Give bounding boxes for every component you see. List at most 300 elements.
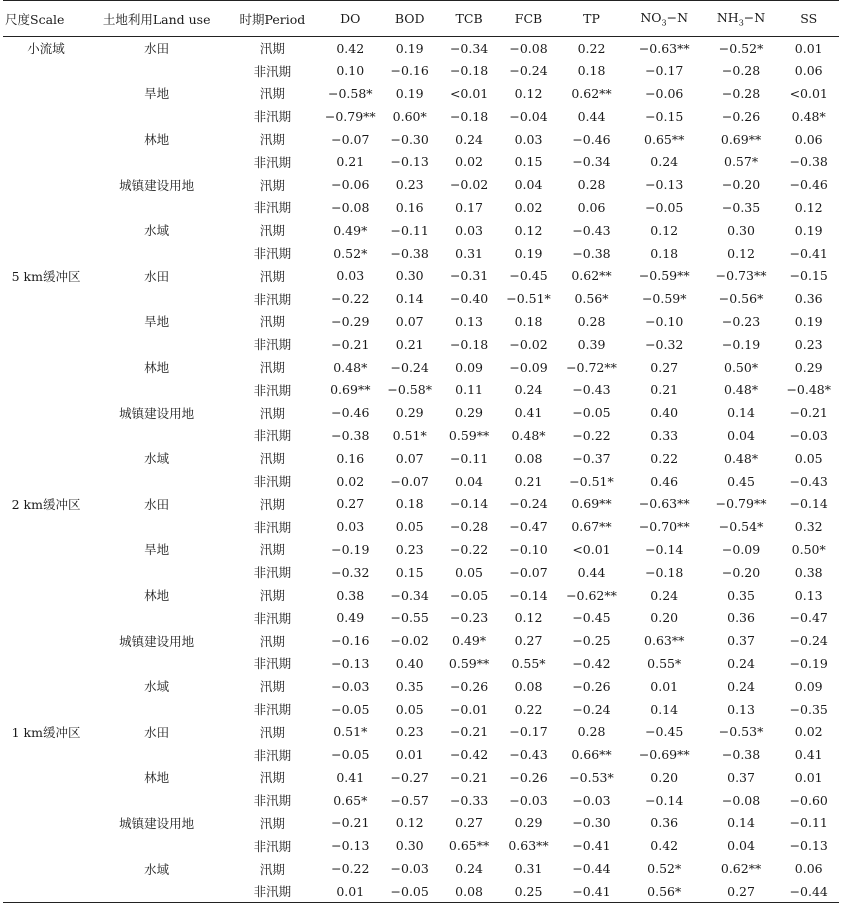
cell-no3-n: 0.52* [647, 861, 682, 877]
cell-scale [3, 538, 89, 561]
cell-scale [3, 333, 89, 356]
table-row [3, 561, 839, 584]
cell-no3-n: 0.18 [650, 245, 679, 261]
cell-tp: 0.67** [571, 519, 612, 535]
cell-period: 非汛期 [253, 291, 292, 307]
cell-no3-n: −0.13 [645, 177, 684, 193]
cell-bod: −0.27 [390, 769, 429, 785]
header-bod: BOD [380, 1, 439, 37]
cell-landuse: 水域 [144, 861, 170, 877]
cell-nh3-n: −0.73** [715, 268, 767, 284]
table-row [3, 675, 839, 698]
cell-do: −0.38 [331, 427, 370, 443]
cell-landuse [89, 880, 224, 903]
table-row [3, 242, 839, 265]
cell-period: 汛期 [259, 770, 285, 786]
cell-tp: −0.44 [572, 861, 611, 877]
cell-bod: 0.05 [395, 519, 424, 535]
cell-fcb: −0.45 [509, 268, 548, 284]
cell-tp: −0.45 [572, 610, 611, 626]
cell-ss: −0.38 [789, 154, 828, 170]
cell-nh3-n: 0.14 [727, 815, 755, 831]
cell-landuse [89, 242, 224, 265]
cell-period: 汛期 [259, 633, 285, 649]
cell-period: 非汛期 [253, 109, 292, 125]
cell-no3-n: −0.14 [645, 792, 684, 808]
cell-landuse: 林地 [144, 770, 170, 786]
cell-tcb: 0.27 [455, 815, 484, 831]
cell-no3-n: −0.63** [638, 40, 690, 56]
cell-fcb: −0.43 [509, 747, 548, 763]
table-row [3, 789, 839, 812]
cell-no3-n: −0.14 [645, 541, 684, 557]
cell-do: 0.65* [333, 792, 368, 808]
table-row [3, 812, 839, 835]
cell-nh3-n: −0.28 [721, 85, 761, 101]
table-row [3, 173, 839, 196]
cell-scale [3, 447, 89, 470]
cell-nh3-n: 0.04 [727, 427, 755, 443]
cell-bod: 0.51* [392, 427, 427, 443]
cell-nh3-n: 0.27 [704, 880, 779, 903]
cell-do: 0.27 [336, 496, 365, 512]
cell-tcb: −0.26 [449, 678, 489, 694]
cell-tp: −0.38 [572, 245, 611, 261]
cell-no3-n: 0.24 [650, 154, 679, 170]
cell-no3-n: −0.32 [645, 336, 684, 352]
cell-scale [3, 196, 89, 219]
cell-fcb: 0.08 [514, 450, 543, 466]
cell-fcb: 0.41 [514, 405, 543, 421]
header-ss: SS [778, 1, 839, 37]
table-row [3, 128, 839, 151]
cell-scale [3, 287, 89, 310]
cell-landuse: 水田 [144, 268, 170, 284]
cell-do: −0.08 [331, 199, 370, 215]
cell-fcb: 0.31 [514, 861, 543, 877]
cell-bod: −0.05 [380, 880, 439, 903]
cell-do: −0.21 [331, 815, 370, 831]
cell-period: 非汛期 [253, 428, 292, 444]
cell-ss: −0.24 [789, 633, 828, 649]
cell-bod: −0.24 [390, 359, 429, 375]
cell-scale [3, 515, 89, 538]
cell-no3-n: −0.15 [645, 108, 684, 124]
cell-tcb: 0.49* [452, 633, 487, 649]
cell-fcb: −0.14 [509, 587, 548, 603]
cell-nh3-n: −0.26 [721, 108, 761, 124]
cell-period: 非汛期 [253, 747, 292, 763]
cell-no3-n: 0.56* [625, 880, 704, 903]
cell-ss: −0.47 [789, 610, 828, 626]
table-row [3, 515, 839, 538]
cell-landuse [89, 59, 224, 82]
cell-scale [3, 356, 89, 379]
cell-scale [3, 834, 89, 857]
cell-period: 汛期 [259, 132, 285, 148]
cell-period: 非汛期 [253, 565, 292, 581]
cell-tp: −0.03 [572, 792, 611, 808]
cell-tcb: 0.08 [439, 880, 498, 903]
cell-landuse [89, 652, 224, 675]
cell-landuse [89, 698, 224, 721]
cell-tcb: −0.01 [449, 701, 489, 717]
cell-no3-n: 0.21 [650, 382, 679, 398]
cell-nh3-n: −0.20 [721, 564, 761, 580]
cell-no3-n: 0.55* [647, 655, 682, 671]
cell-bod: −0.03 [390, 861, 429, 877]
cell-scale [3, 378, 89, 401]
cell-tcb: 0.02 [455, 154, 484, 170]
table-row [3, 37, 839, 60]
cell-do: 0.49* [333, 222, 368, 238]
cell-tp: 0.62** [571, 268, 612, 284]
cell-do: −0.22 [331, 861, 370, 877]
cell-fcb: 0.27 [514, 633, 543, 649]
cell-landuse: 水田 [144, 41, 170, 57]
cell-fcb: 0.15 [514, 154, 543, 170]
cell-period: 非汛期 [224, 880, 320, 903]
cell-nh3-n: 0.48* [724, 382, 759, 398]
cell-tcb: 0.29 [455, 405, 484, 421]
cell-landuse [89, 834, 224, 857]
cell-ss: −0.43 [789, 473, 828, 489]
cell-nh3-n: −0.52* [718, 40, 764, 56]
cell-do: 0.38 [336, 587, 365, 603]
cell-fcb: −0.51* [506, 291, 551, 307]
correlation-table [3, 0, 839, 903]
cell-ss: −0.35 [789, 701, 828, 717]
cell-tp: 0.06 [577, 199, 606, 215]
cell-do: −0.03 [331, 678, 370, 694]
cell-bod: 0.30 [395, 838, 424, 854]
cell-tp: −0.37 [572, 450, 611, 466]
cell-scale [3, 675, 89, 698]
cell-nh3-n: −0.23 [721, 313, 761, 329]
cell-period: 非汛期 [253, 702, 292, 717]
cell-tp: 0.18 [577, 63, 606, 79]
cell-ss: 0.19 [794, 222, 823, 238]
cell-nh3-n: 0.50* [724, 359, 759, 375]
cell-bod: 0.18 [395, 496, 424, 512]
cell-ss: 0.38 [794, 564, 823, 580]
cell-bod: −0.13 [390, 154, 429, 170]
cell-no3-n: −0.10 [645, 313, 684, 329]
table-row [3, 698, 839, 721]
cell-ss: 0.13 [794, 587, 823, 603]
cell-tcb: 0.09 [455, 359, 484, 375]
cell-nh3-n: 0.45 [727, 473, 755, 489]
cell-bod: 0.15 [395, 564, 424, 580]
cell-bod: −0.55 [390, 610, 429, 626]
cell-ss: −0.21 [789, 405, 828, 421]
cell-ss: 0.06 [794, 131, 823, 147]
cell-ss: 0.01 [794, 769, 823, 785]
cell-ss: 0.50* [791, 541, 826, 557]
table-row [3, 584, 839, 607]
cell-period: 汛期 [259, 405, 285, 421]
cell-no3-n: 0.65** [644, 131, 685, 147]
cell-nh3-n: −0.20 [721, 177, 761, 193]
cell-no3-n: −0.06 [645, 85, 684, 101]
cell-tp: 0.69** [571, 496, 612, 512]
table-row [3, 880, 839, 903]
cell-ss: −0.41 [789, 245, 828, 261]
cell-scale [3, 310, 89, 333]
cell-fcb: −0.10 [509, 541, 548, 557]
cell-nh3-n: 0.12 [727, 245, 755, 261]
cell-fcb: 0.02 [514, 199, 543, 215]
cell-ss: 0.06 [794, 63, 823, 79]
cell-ss: 0.09 [794, 678, 823, 694]
cell-tcb: −0.33 [449, 792, 489, 808]
cell-tcb: −0.31 [449, 268, 489, 284]
cell-fcb: −0.24 [509, 63, 548, 79]
cell-nh3-n: 0.69** [720, 131, 762, 147]
cell-scale [3, 82, 89, 105]
cell-period: 汛期 [259, 815, 285, 831]
cell-fcb: 0.24 [514, 382, 543, 398]
cell-no3-n: 0.63** [644, 633, 685, 649]
cell-landuse: 水田 [144, 496, 170, 512]
cell-period: 汛期 [259, 41, 285, 57]
cell-bod: −0.11 [390, 222, 429, 238]
cell-nh3-n: −0.35 [721, 199, 761, 215]
header-fcb: FCB [499, 1, 558, 37]
cell-nh3-n: −0.53* [718, 724, 764, 740]
table-row [3, 82, 839, 105]
cell-bod: −0.57 [390, 792, 429, 808]
cell-landuse [89, 378, 224, 401]
cell-tcb: −0.34 [449, 40, 489, 56]
cell-nh3-n: 0.37 [727, 633, 755, 649]
cell-do: −0.46 [331, 405, 370, 421]
cell-no3-n: −0.70** [638, 519, 690, 535]
cell-landuse [89, 424, 224, 447]
cell-bod: 0.12 [395, 815, 424, 831]
table-row [3, 743, 839, 766]
cell-tp: −0.43 [572, 222, 611, 238]
cell-fcb: 0.12 [514, 222, 543, 238]
cell-nh3-n: 0.57* [724, 154, 759, 170]
header-tp: TP [558, 1, 625, 37]
cell-tcb: −0.42 [449, 747, 489, 763]
cell-tcb: 0.24 [455, 131, 484, 147]
cell-no3-n: 0.14 [650, 701, 679, 717]
cell-bod: 0.19 [395, 40, 424, 56]
cell-ss: 0.48* [791, 108, 826, 124]
cell-tcb: 0.05 [455, 564, 484, 580]
cell-bod: −0.07 [390, 473, 429, 489]
cell-landuse: 水田 [144, 724, 170, 740]
cell-no3-n: −0.18 [645, 564, 684, 580]
cell-do: −0.06 [331, 177, 370, 193]
cell-landuse: 城镇建设用地 [119, 405, 195, 421]
cell-ss: 0.23 [794, 336, 823, 352]
cell-scale [3, 698, 89, 721]
cell-do: −0.16 [331, 633, 370, 649]
cell-landuse [89, 287, 224, 310]
cell-tcb: −0.22 [449, 541, 489, 557]
cell-ss: −0.03 [789, 427, 828, 443]
cell-tp: 0.39 [577, 336, 606, 352]
cell-bod: 0.07 [395, 450, 424, 466]
cell-period: 非汛期 [253, 793, 292, 809]
cell-tp: 0.28 [577, 177, 606, 193]
cell-do: 0.21 [336, 154, 365, 170]
cell-do: 0.16 [336, 450, 365, 466]
table-row [3, 287, 839, 310]
cell-landuse [89, 606, 224, 629]
cell-no3-n: 0.40 [650, 405, 679, 421]
cell-landuse: 城镇建设用地 [119, 633, 195, 649]
cell-bod: 0.40 [395, 655, 424, 671]
cell-tp: 0.22 [577, 40, 606, 56]
cell-fcb: 0.21 [514, 473, 543, 489]
cell-tp: −0.46 [572, 131, 611, 147]
cell-tcb: −0.21 [449, 769, 489, 785]
cell-scale [3, 470, 89, 493]
cell-tcb: −0.21 [449, 724, 489, 740]
cell-period: 汛期 [259, 542, 285, 558]
table-row [3, 652, 839, 675]
cell-nh3-n: 0.62** [720, 861, 762, 877]
cell-tcb: 0.13 [455, 313, 484, 329]
cell-bod: 0.14 [395, 291, 424, 307]
cell-ss: 0.01 [794, 40, 823, 56]
cell-bod: 0.60* [392, 108, 427, 124]
cell-period: 非汛期 [253, 382, 292, 398]
cell-no3-n: 0.36 [650, 815, 679, 831]
cell-tp: 0.44 [577, 108, 606, 124]
cell-fcb: −0.09 [509, 359, 548, 375]
header-tcb: TCB [439, 1, 498, 37]
cell-fcb: 0.63** [508, 838, 549, 854]
table-row [3, 333, 839, 356]
cell-no3-n: 0.42 [650, 838, 679, 854]
cell-period: 非汛期 [253, 63, 292, 79]
cell-bod: 0.05 [395, 701, 424, 717]
cell-nh3-n: −0.09 [721, 541, 761, 557]
cell-fcb: −0.04 [509, 108, 548, 124]
cell-scale [3, 173, 89, 196]
cell-ss: 0.12 [794, 199, 823, 215]
cell-no3-n: 0.12 [650, 222, 679, 238]
cell-no3-n: 0.46 [650, 473, 679, 489]
cell-nh3-n: 0.36 [727, 610, 755, 626]
cell-no3-n: −0.59* [641, 291, 687, 307]
cell-no3-n: −0.17 [645, 63, 684, 79]
table-row [3, 492, 839, 515]
cell-ss: 0.32 [794, 519, 823, 535]
cell-bod: −0.02 [390, 633, 429, 649]
cell-tp: −0.53* [569, 769, 614, 785]
cell-ss: −0.14 [789, 496, 828, 512]
cell-bod: 0.35 [395, 678, 424, 694]
cell-scale [3, 242, 89, 265]
cell-no3-n: 0.22 [650, 450, 679, 466]
header-nh3-n: $NH_3-N$ [704, 1, 779, 37]
header-period: 时期Period [224, 1, 320, 37]
cell-fcb: −0.17 [509, 724, 548, 740]
cell-landuse: 城镇建设用地 [119, 815, 195, 831]
cell-tp: 0.66** [571, 747, 612, 763]
cell-bod: 0.07 [395, 313, 424, 329]
cell-do: 0.48* [333, 359, 368, 375]
cell-landuse: 水域 [144, 451, 170, 467]
cell-tp: −0.42 [572, 655, 611, 671]
table-row [3, 720, 839, 743]
cell-period: 汛期 [259, 679, 285, 695]
cell-period: 汛期 [259, 861, 285, 877]
cell-nh3-n: 0.48* [724, 450, 759, 466]
cell-do: −0.79** [324, 108, 376, 124]
cell-no3-n: 0.20 [650, 610, 679, 626]
cell-do: 0.01 [321, 880, 380, 903]
cell-scale [3, 401, 89, 424]
cell-tcb: 0.04 [455, 473, 484, 489]
cell-tp: −0.43 [572, 382, 611, 398]
cell-do: −0.58* [328, 85, 373, 101]
cell-nh3-n: 0.37 [727, 769, 755, 785]
cell-do: 0.49 [336, 610, 365, 626]
cell-fcb: −0.07 [509, 564, 548, 580]
cell-tp: −0.62** [566, 587, 617, 603]
cell-landuse: 旱地 [144, 314, 170, 330]
cell-bod: −0.58* [387, 382, 432, 398]
cell-tp: −0.34 [572, 154, 611, 170]
cell-bod: 0.23 [395, 177, 424, 193]
cell-fcb: 0.48* [511, 427, 546, 443]
cell-do: −0.21 [331, 336, 370, 352]
table-row [3, 447, 839, 470]
cell-ss: 0.06 [794, 861, 823, 877]
cell-do: 0.03 [336, 268, 365, 284]
cell-nh3-n: 0.04 [727, 838, 755, 854]
cell-scale [3, 743, 89, 766]
cell-ss: −0.19 [789, 655, 828, 671]
cell-ss: −0.60 [789, 792, 828, 808]
table-row [3, 105, 839, 128]
cell-do: 0.52* [333, 245, 368, 261]
cell-tcb: 0.59** [448, 427, 490, 443]
cell-fcb: 0.22 [514, 701, 543, 717]
cell-landuse: 旱地 [144, 542, 170, 558]
cell-tcb: −0.02 [449, 177, 489, 193]
cell-scale [3, 219, 89, 242]
cell-tcb: −0.40 [449, 291, 489, 307]
cell-period: 非汛期 [253, 337, 292, 353]
cell-fcb: −0.03 [509, 792, 548, 808]
table-row [3, 356, 839, 379]
cell-do: −0.13 [331, 655, 370, 671]
cell-fcb: 0.12 [514, 85, 543, 101]
cell-bod: 0.23 [395, 724, 424, 740]
cell-tp: <0.01 [572, 541, 611, 557]
cell-tp: −0.26 [572, 678, 611, 694]
cell-tcb: 0.24 [455, 861, 484, 877]
cell-bod: 0.23 [395, 541, 424, 557]
cell-ss: −0.44 [778, 880, 839, 903]
cell-fcb: 0.08 [514, 678, 543, 694]
cell-nh3-n: 0.24 [727, 678, 755, 694]
cell-ss: −0.15 [789, 268, 828, 284]
cell-do: −0.05 [331, 747, 370, 763]
cell-tp: 0.56* [574, 291, 609, 307]
cell-do: 0.42 [336, 40, 365, 56]
cell-fcb: 0.18 [514, 313, 543, 329]
cell-landuse [89, 743, 224, 766]
